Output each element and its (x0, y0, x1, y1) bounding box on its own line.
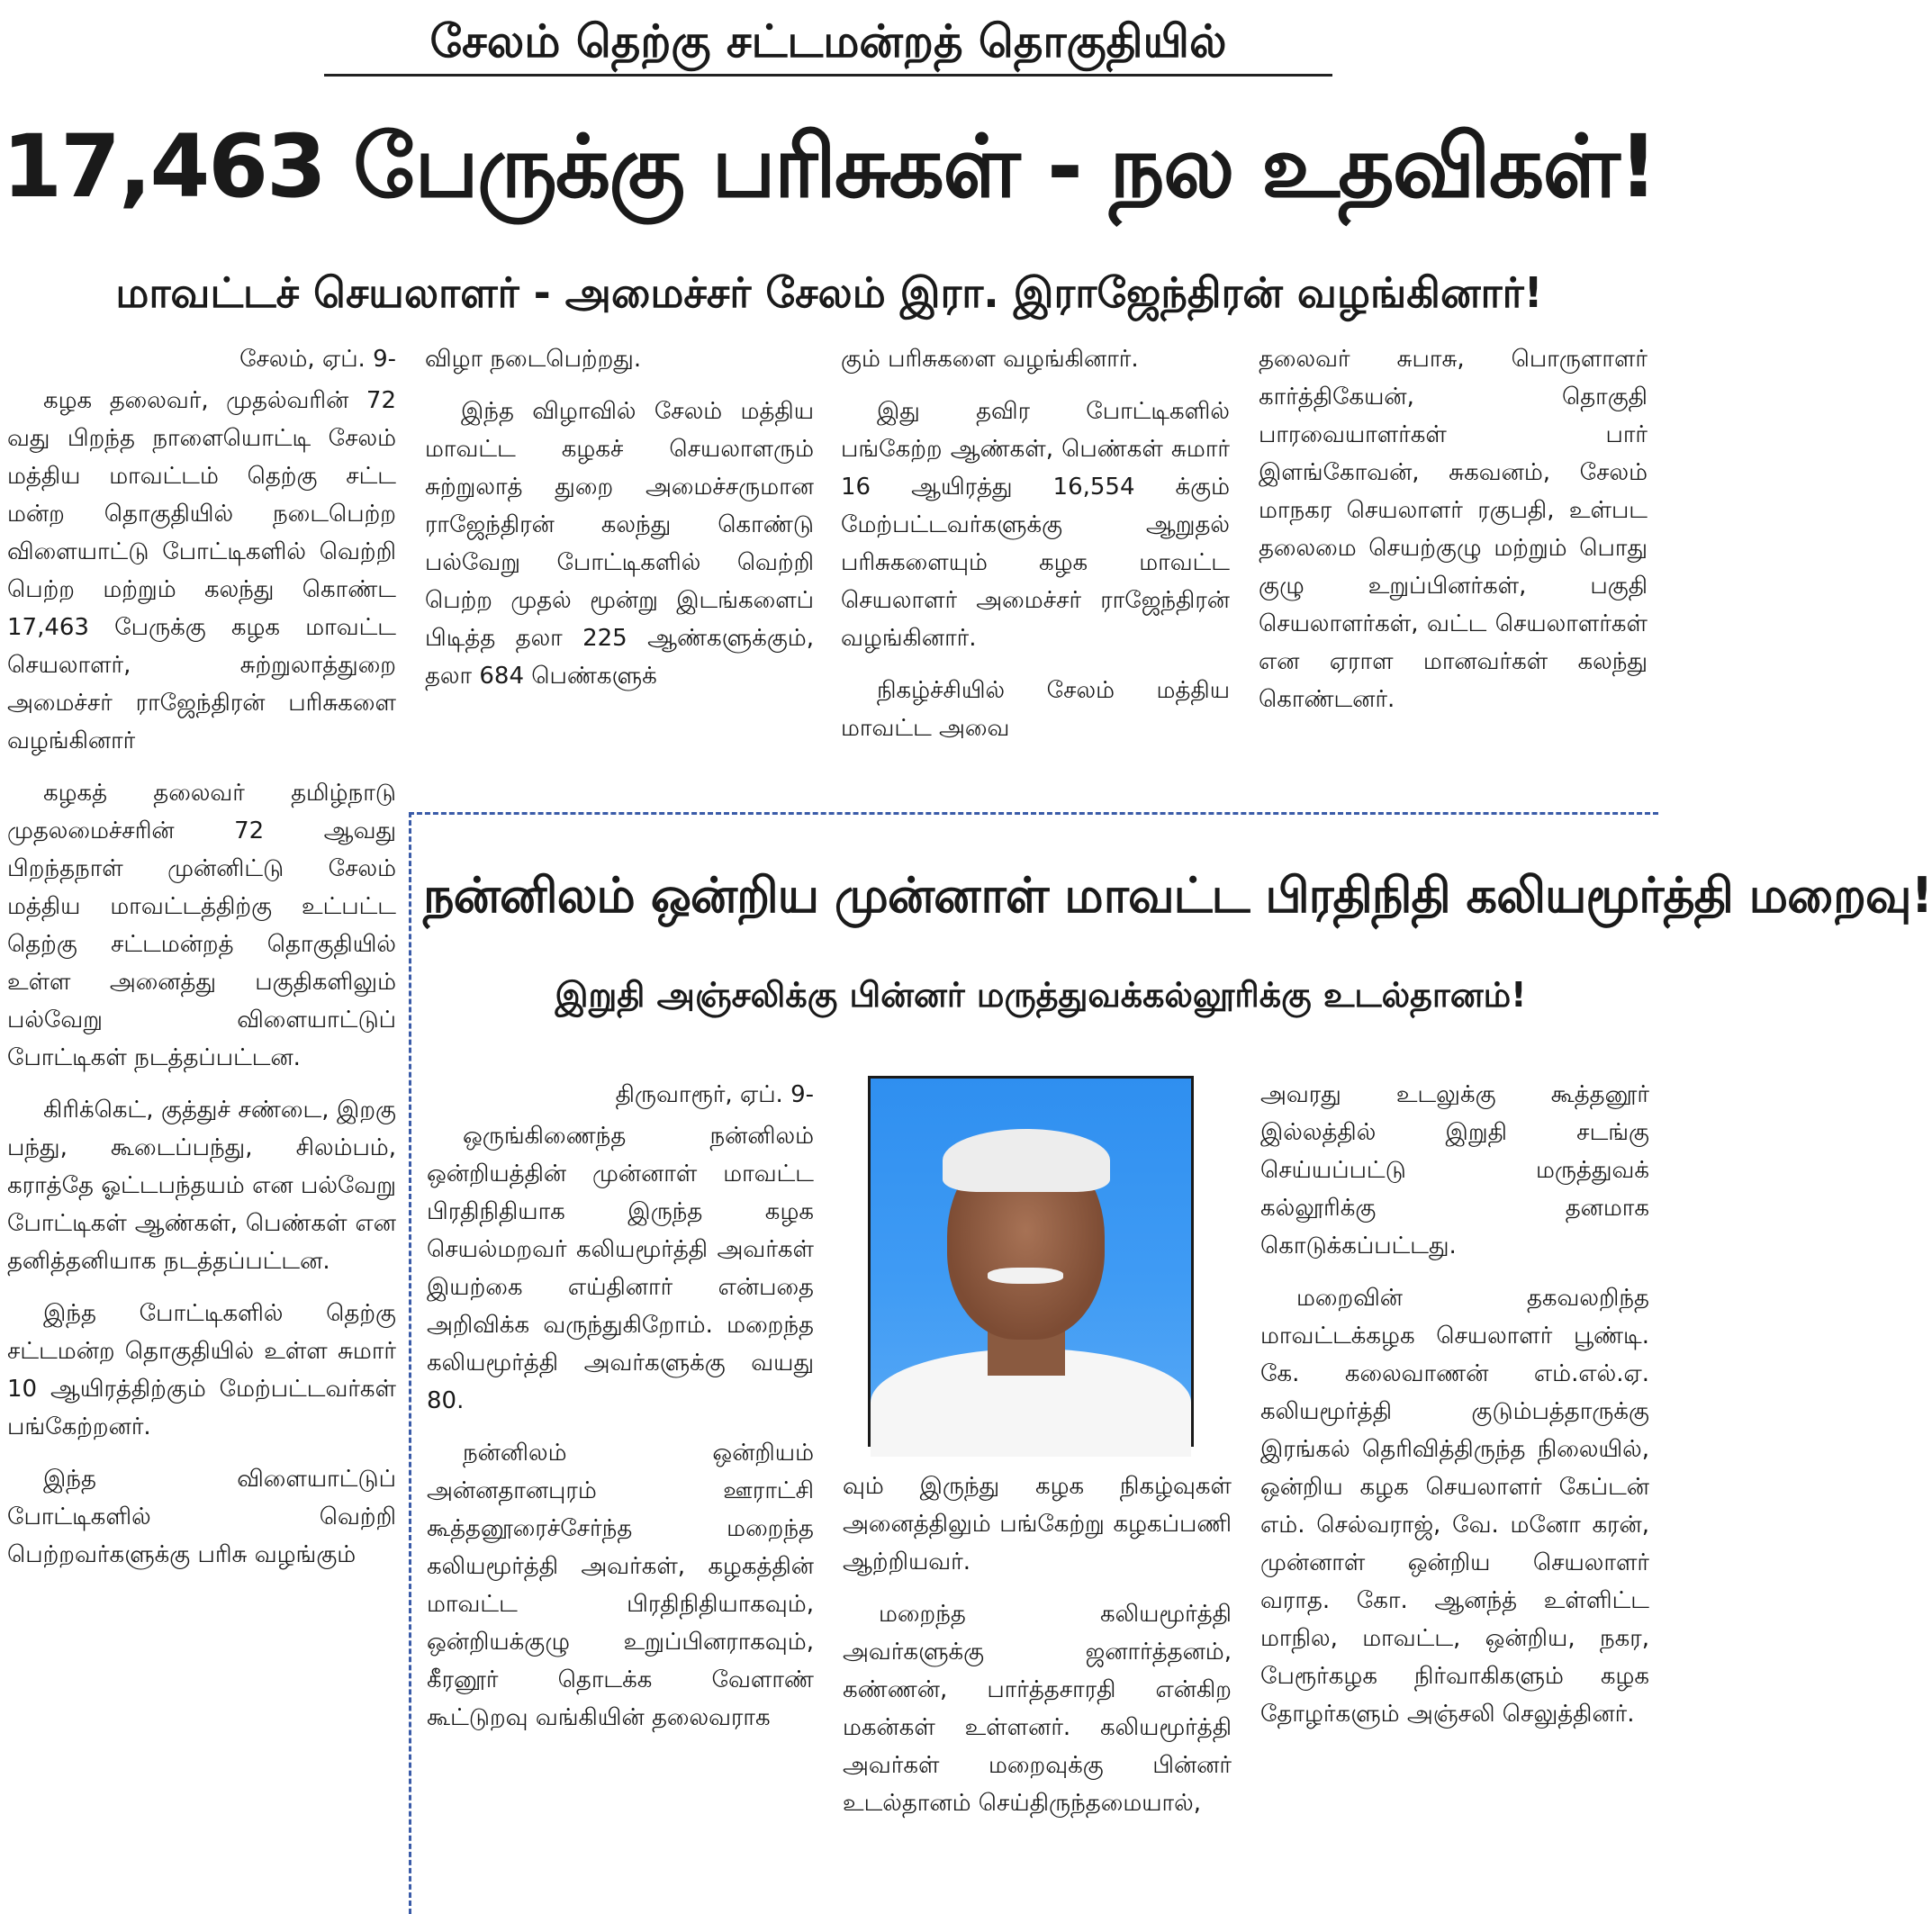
article1-column-1 (7, 340, 396, 1588)
photo-hair (943, 1129, 1110, 1192)
main-headline: 17,463 பேருக்கு பரிசுகள் - நல உதவிகள்! (2, 116, 1657, 217)
paragraph: மறைவின் தகவலறிந்த மாவட்டக்கழக செயலாளர் பூண்டி. கே. கலைவாணன் எம்.எல்.ஏ. கலியமூர்த்தி குடும்பத்தாருக்கு இரங்கல் தெரிவித்திருந்த நிலையில், ஒன்றிய கழக செயலாளர் கேப்டன் எம். செல்வராஜ், வே. மனோ கரன், முன்னாள் ஒன்றிய செயலாளர் வராத. கோ. ஆனந்த் உள்ளிட்ட மாநில, மாவட்ட, ஒன்றிய, நகர, பேரூர்கழக நிர்வாகிகளும் கழக தோழர்களும் அஞ்சலி செலுத்தினர். (1260, 1285, 1649, 1728)
article1-column-2 (425, 340, 814, 709)
paragraph: கழகத் தலைவர் தமிழ்நாடு முதலமைச்சரின் 72 ஆவது பிறந்தநாள் முன்னிட்டு சேலம் மத்திய மாவட்டத்திற்கு உட்பட்ட தெற்கு சட்டமன்றத் தொகுதியில் உள்ள அனைத்து பகுதிகளிலும் பல்வேறு விளையாட்டுப் போட்டிகள் நடத்தப்பட்டன. (7, 780, 396, 1071)
paragraph: கும் பரிசுகளை வழங்கினார். (841, 346, 1139, 373)
paragraph: நிகழ்ச்சியில் சேலம் மத்திய மாவட்ட அவை (841, 677, 1230, 742)
sub-headline: மாவட்டச் செயலாளர் - அமைச்சர் சேலம் இரா. இராஜேந்திரன் வழங்கினார்! (115, 268, 1543, 317)
article2-column-3 (1260, 1076, 1649, 1747)
dateline: திருவாரூர், ஏப். 9- (615, 1081, 814, 1108)
article2-column-1 (427, 1076, 814, 1751)
article1-column-3 (841, 340, 1230, 762)
paragraph: இது தவிர போட்டிகளில் பங்கேற்ற ஆண்கள், பெண்கள் சுமார் 16 ஆயிரத்து 16,554 க்கும் மேற்பட்டவர்களுக்கு ஆறுதல் பரிசுகளையும் கழக மாவட்ட செயலாளர் அமைச்சர் ராஜேந்திரன் வழங்கினார். (841, 398, 1230, 652)
paragraph: இந்த விளையாட்டுப் போட்டிகளில் வெற்றி பெற்றவர்களுக்கு பரிசு வழங்கும் (7, 1466, 396, 1568)
paragraph: ஒருங்கிணைந்த நன்னிலம் ஒன்றியத்தின் முன்னாள் மாவட்ட பிரதிநிதியாக இருந்த கழக செயல்மறவர் கலியமூர்த்தி அவர்கள் இயற்கை எய்தினார் என்பதை அறிவிக்க வருந்துகிறோம். மறைந்த கலியமூர்த்தி அவர்களுக்கு வயது 80. (427, 1123, 814, 1414)
article2-subheadline: இறுதி அஞ்சலிக்கு பின்னர் மருத்துவக்கல்லூரிக்கு உடல்தானம்! (555, 975, 1527, 1015)
paragraph: கழக தலைவர், முதல்வரின் 72 வது பிறந்த நாளையொட்டி சேலம் மத்திய மாவட்டம் தெற்கு சட்ட மன்ற தொகுதியில் நடைபெற்ற விளையாட்டு போட்டிகளில் வெற்றி பெற்ற மற்றும் கலந்து கொண்ட 17,463 பேருக்கு கழக மாவட்ட செயலாளர், சுற்றுலாத்துறை அமைச்சர் ராஜேந்திரன் பரிசுகளை வழங்கினார் (7, 387, 396, 754)
paragraph: வும் இருந்து கழக நிகழ்வுகள் அனைத்திலும் பங்கேற்று கழகப்பணி ஆற்றியவர். (843, 1473, 1232, 1575)
article2-column-2 (843, 1467, 1232, 1837)
paragraph: கிரிக்கெட், குத்துச் சண்டை, இறகு பந்து, கூடைப்பந்து, சிலம்பம், கராத்தே ஓட்டபந்தயம் என பல்வேறு போட்டிகள் ஆண்கள், பெண்கள் என தனித்தனியாக நடத்தப்பட்டன. (7, 1097, 396, 1275)
paragraph: இந்த விழாவில் சேலம் மத்திய மாவட்ட கழகச் செயலாளரும் சுற்றுலாத் துறை அமைச்சருமான ராஜேந்திரன் கலந்து கொண்டு பல்வேறு போட்டிகளில் வெற்றி பெற்ற முதல் மூன்று இடங்களைப் பிடித்த தலா 225 ஆண்களுக்கும், தலா 684 பெண்களுக் (425, 398, 814, 690)
portrait-photo (868, 1076, 1194, 1447)
paragraph: அவரது உடலுக்கு கூத்தனூர் இல்லத்தில் இறுதி சடங்கு செய்யப்பட்டு மருத்துவக் கல்லூரிக்கு தனமாக கொடுக்கப்பட்டது. (1260, 1081, 1649, 1259)
photo-mustache (988, 1268, 1063, 1284)
paragraph: இந்த போட்டிகளில் தெற்கு சட்டமன்ற தொகுதியில் உள்ள சுமார் 10 ஆயிரத்திற்கும் மேற்பட்டவர்கள் பங்கேற்றனர். (7, 1300, 396, 1440)
article1-column-4 (1259, 340, 1648, 733)
kicker-headline: சேலம் தெற்கு சட்டமன்றத் தொகுதியில் (324, 9, 1332, 77)
paragraph: தலைவர் சுபாசு, பொருளாளர் கார்த்திகேயன், தொகுதி பாரவையாளர்கள் பார் இளங்கோவன், சுகவனம், சேலம் மாநகர செயலாளர் ரகுபதி, உள்பட தலைமை செயற்குழு மற்றும் பொது குழு உறுப்பினர்கள், பகுதி செயலாளர்கள், வட்ட செயலாளர்கள் என ஏராள மானவர்கள் கலந்து கொண்டனர். (1259, 346, 1648, 713)
paragraph: நன்னிலம் ஒன்றியம் அன்னதானபுரம் ஊராட்சி கூத்தனூரைச்சேர்ந்த மறைந்த கலியமூர்த்தி அவர்கள், கழகத்தின் மாவட்ட பிரதிநிதியாகவும், ஒன்றியக்குழு உறுப்பினராகவும், கீரனூர் தொடக்க வேளாண் கூட்டுறவு வங்கியின் தலைவராக (427, 1440, 814, 1731)
paragraph: விழா நடைபெற்றது. (425, 346, 642, 373)
dateline: சேலம், ஏப். 9- (239, 346, 396, 373)
paragraph: மறைந்த கலியமூர்த்தி அவர்களுக்கு ஜனார்த்தனம், கண்ணன், பார்த்தசாரதி என்கிற மகன்கள் உள்ளனர். கலியமூர்த்தி அவர்கள் மறைவுக்கு பின்னர் உடல்தானம் செய்திருந்தமையால், (843, 1601, 1232, 1817)
article2-headline: நன்னிலம் ஒன்றிய முன்னாள் மாவட்ட பிரதிநிதி கலியமூர்த்தி மறைவு! (423, 867, 1932, 924)
